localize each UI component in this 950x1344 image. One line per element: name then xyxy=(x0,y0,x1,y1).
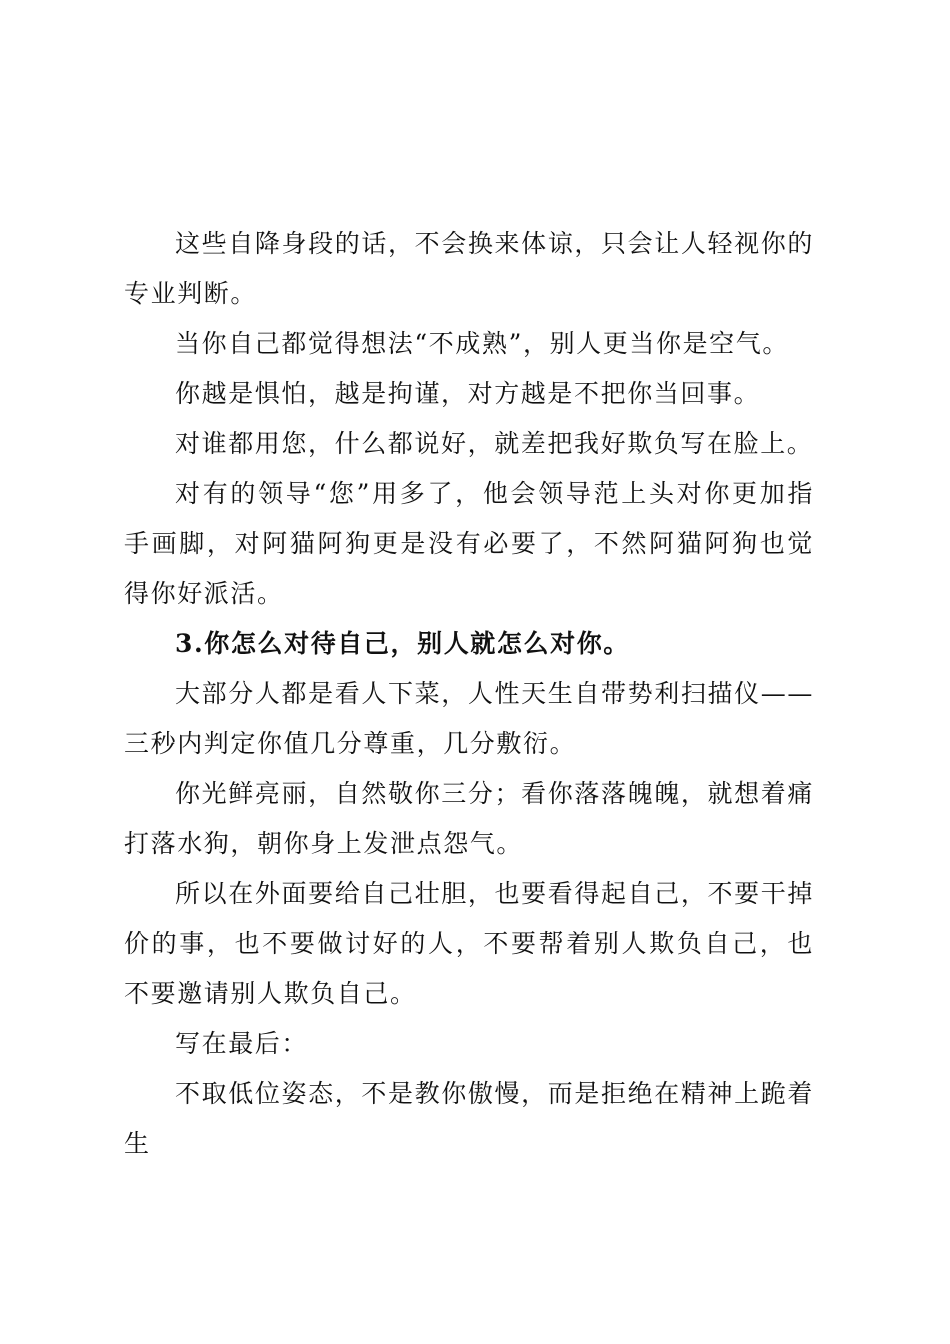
paragraph: 所以在外面要给自己壮胆，也要看得起自己，不要干掉价的事，也不要做讨好的人，不要帮着别人欺负自己，也不要邀请别人欺负自己。 xyxy=(124,879,814,1008)
section-heading: 3.你怎么对待自己，别人就怎么对你。 xyxy=(175,629,630,658)
document-body xyxy=(124,219,814,1169)
paragraph: 当你自己都觉得想法“不成熟”，别人更当你是空气。 xyxy=(175,329,789,358)
paragraph: 对有的领导“您”用多了，他会领导范上头对你更加指手画脚，对阿猫阿狗更是没有必要了，不然阿猫阿狗也觉得你好派活。 xyxy=(124,479,814,608)
paragraph: 你越是惧怕，越是拘谨，对方越是不把你当回事。 xyxy=(175,379,761,408)
paragraph: 写在最后： xyxy=(175,1029,309,1058)
paragraph: 大部分人都是看人下菜，人性天生自带势利扫描仪——三秒内判定你值几分尊重，几分敷衍。 xyxy=(124,679,814,758)
paragraph: 这些自降身段的话，不会换来体谅，只会让人轻视你的专业判断。 xyxy=(124,229,814,308)
paragraph: 你光鲜亮丽，自然敬你三分；看你落落魄魄，就想着痛打落水狗，朝你身上发泄点怨气。 xyxy=(124,779,814,858)
paragraph: 对谁都用您，什么都说好，就差把我好欺负写在脸上。 xyxy=(175,429,814,458)
paragraph: 不取低位姿态，不是教你傲慢，而是拒绝在精神上跪着生 xyxy=(124,1079,814,1158)
